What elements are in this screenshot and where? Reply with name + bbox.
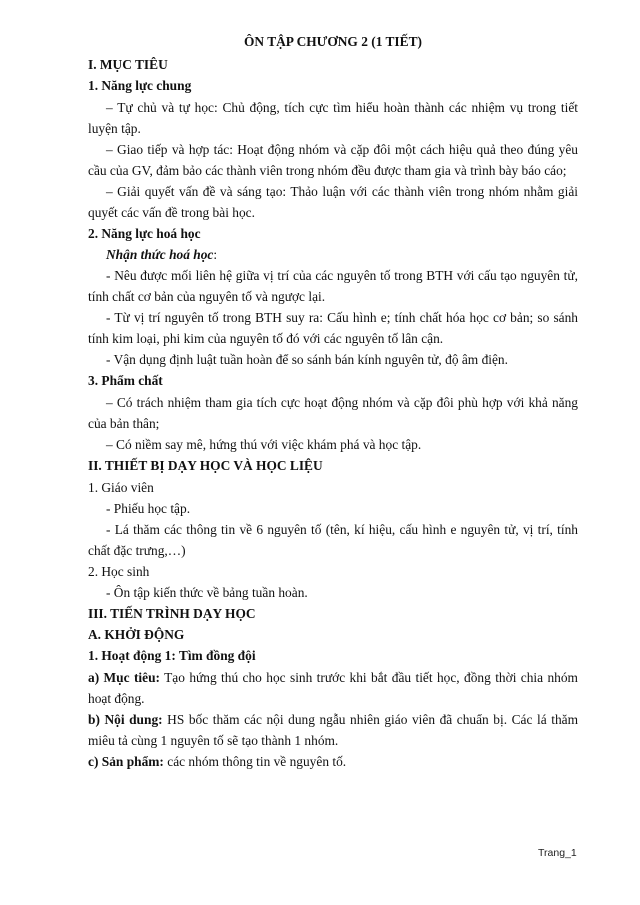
product-label: c) Sản phẩm: — [88, 754, 164, 769]
section-heading-objectives: I. MỤC TIÊU — [88, 57, 168, 72]
subheading-qualities: 3. Phẩm chất — [88, 373, 163, 388]
document-page — [88, 32, 578, 772]
paragraph-goal — [88, 667, 578, 709]
paragraph: - Nêu được mối liên hệ giữa vị trí của các nguyên tố trong BTH với cấu tạo nguyên tử, tính chất cơ bản của nguyên tố và ngược lại. — [88, 268, 578, 304]
item-heading-teacher: 1. Giáo viên — [88, 480, 154, 495]
page-number: Trang_1 — [538, 847, 577, 859]
section-heading-warmup: A. KHỞI ĐỘNG — [88, 627, 185, 642]
subheading-chemistry-awareness — [106, 245, 578, 265]
subheading-chemistry-competence: 2. Năng lực hoá học — [88, 226, 201, 241]
content-label: b) Nội dung: — [88, 712, 163, 727]
paragraph-product — [88, 751, 578, 772]
paragraph-content — [88, 709, 578, 751]
subheading-general-competence: 1. Năng lực chung — [88, 78, 192, 93]
paragraph: - Từ vị trí nguyên tố trong BTH suy ra: Cấu hình e; tính chất hóa học cơ bản; so sánh tính kim loại, phi kim của nguyên tố đó với các nguyên tố lân cận. — [88, 310, 578, 346]
paragraph: – Có niềm say mê, hứng thú với việc khám phá và học tập. — [106, 437, 422, 452]
colon: : — [213, 247, 218, 262]
paragraph: – Giao tiếp và hợp tác: Hoạt động nhóm và cặp đôi một cách hiệu quả theo đúng yêu cầu của GV, đảm bảo các thành viên trong nhóm đều được tham gia và trình bày báo cáo; — [88, 142, 578, 178]
paragraph: - Phiếu học tập. — [106, 501, 191, 516]
product-text: các nhóm thông tin về nguyên tố. — [163, 754, 347, 769]
paragraph: - Ôn tập kiến thức về bảng tuần hoàn. — [106, 585, 308, 600]
subheading-text: Nhận thức hoá học — [106, 247, 214, 262]
paragraph: – Có trách nhiệm tham gia tích cực hoạt động nhóm và cặp đôi phù hợp với khả năng của bản thân; — [88, 395, 578, 431]
section-heading-process: III. TIẾN TRÌNH DẠY HỌC — [88, 606, 256, 621]
section-heading-equipment: II. THIẾT BỊ DẠY HỌC VÀ HỌC LIỆU — [88, 458, 323, 473]
goal-label: a) Mục tiêu: — [88, 670, 160, 685]
paragraph: - Vận dụng định luật tuần hoàn để so sánh bán kính nguyên tử, độ âm điện. — [106, 352, 508, 367]
goal-text: Tạo hứng thú cho học sinh trước khi bắt đầu tiết học, đồng thời chia nhóm hoạt động. — [88, 670, 578, 706]
paragraph: – Giải quyết vấn đề và sáng tạo: Thảo luận với các thành viên trong nhóm nhằm giải quyết các vấn đề trong bài học. — [88, 184, 578, 220]
paragraph: – Tự chủ và tự học: Chủ động, tích cực tìm hiểu hoàn thành các nhiệm vụ trong tiết luyện tập. — [88, 100, 578, 136]
item-heading-student: 2. Học sinh — [88, 564, 150, 579]
content-text: HS bốc thăm các nội dung ngẫu nhiên giáo viên đã chuẩn bị. Các lá thăm miêu tả cùng 1 nguyên tố sẽ tạo thành 1 nhóm. — [88, 712, 579, 748]
activity-heading: 1. Hoạt động 1: Tìm đồng đội — [88, 648, 256, 663]
paragraph: - Lá thăm các thông tin về 6 nguyên tố (tên, kí hiệu, cấu hình e nguyên tử, vị trí, tính chất đặc trưng,…) — [88, 522, 578, 558]
document-title: ÔN TẬP CHƯƠNG 2 (1 TIẾT) — [244, 34, 422, 49]
